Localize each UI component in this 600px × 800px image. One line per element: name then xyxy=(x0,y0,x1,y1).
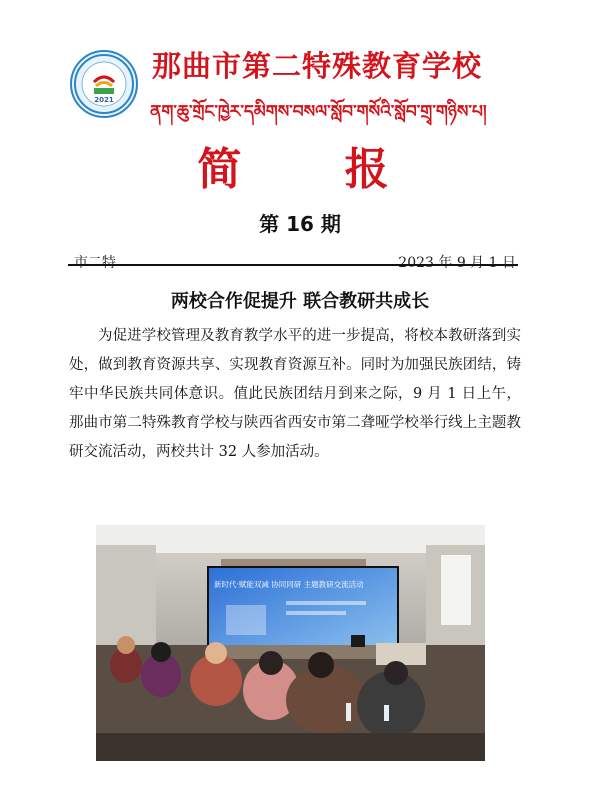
header-divider xyxy=(68,264,518,266)
school-name: 那曲市第二特殊教育学校 xyxy=(152,49,483,83)
event-photo xyxy=(96,525,485,761)
article-title: 两校合作促提升 联合教研共成长 xyxy=(170,291,430,312)
screen-title: 新时代·赋能双减 协同同研 主题教研交流活动 xyxy=(214,580,364,589)
issuing-unit: 市二特 xyxy=(74,255,116,271)
article-paragraph: 为促进学校管理及教育教学水平的进一步提高，将校本教研落到实处，做到教育资源共享、实现教育资源互补。同时为加强民族团结，铸牢中华民族共同体意识。值此民族团结月到来之际，9 月 1 日上午，那曲市第二特殊教育学校与陕西省西安市第二聋哑学校举行线上主题教研交流活动，两校共计 32 人参加活动。 xyxy=(69,328,521,460)
school-emblem-icon xyxy=(70,50,138,118)
issue-number: 第 16 期 xyxy=(259,212,341,236)
bulletin-title: 简 报 xyxy=(197,144,433,195)
school-name-tibetan: ནག་ཆུ་གྲོང་ཁྱེར་དམིགས་བསལ་སློབ་གསོའི་སློབ་གྲྭ་གཉིས་པ། xyxy=(150,102,487,122)
logo-year: 2021 xyxy=(94,96,114,104)
issue-date: 2023 年 9 月 1 日 xyxy=(398,255,516,271)
